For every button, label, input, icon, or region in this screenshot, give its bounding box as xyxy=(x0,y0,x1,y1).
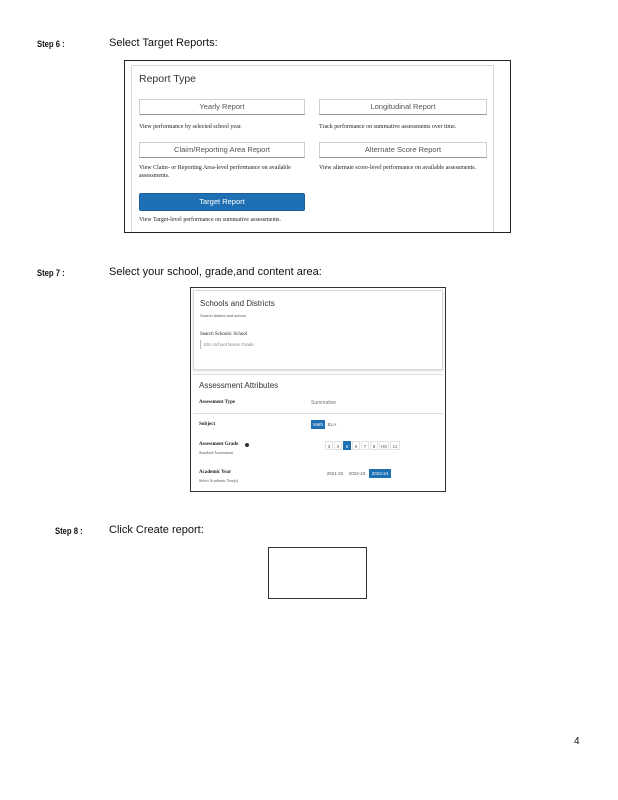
search-district-link[interactable]: Search district and school xyxy=(200,313,246,318)
assessment-grade-label: Assessment Grade xyxy=(199,442,239,447)
create-report-button-placeholder[interactable] xyxy=(268,547,367,599)
academic-year-sub: Select Academic Year(s) xyxy=(199,478,239,483)
grade-chip[interactable]: 4 xyxy=(334,441,342,450)
assessment-type-value[interactable]: Summative xyxy=(311,400,337,406)
school-search-input[interactable]: Elm School Name Grade xyxy=(200,340,262,349)
grade-chip[interactable]: 11 xyxy=(390,441,400,450)
school-grade-screenshot xyxy=(190,287,446,492)
alternate-score-report-button[interactable]: Alternate Score Report xyxy=(319,142,487,158)
grade-chip[interactable]: 6 xyxy=(352,441,360,450)
step-6-instruction: Select Target Reports: xyxy=(109,37,218,49)
subject-math-chip[interactable]: Math xyxy=(312,422,323,427)
longitudinal-report-description: Track performance on summative assessments over time. xyxy=(319,124,457,130)
schools-districts-title: Schools and Districts xyxy=(200,299,275,308)
step-6-label: Step 6 : xyxy=(37,39,65,49)
report-type-screenshot xyxy=(124,60,511,233)
academic-year-label: Academic Year xyxy=(199,470,232,475)
grade-chip[interactable]: HS xyxy=(379,441,389,450)
report-type-title: Report Type xyxy=(139,73,197,85)
year-chip[interactable]: 2022-23 xyxy=(348,471,366,476)
schools-districts-panel xyxy=(193,290,443,370)
grade-chip[interactable]: 3 xyxy=(325,441,333,450)
year-chip[interactable]: 2021-22 xyxy=(326,471,344,476)
step-8-label: Step 8 : xyxy=(55,526,83,536)
assessment-grade-sub: Standard Assessment xyxy=(199,450,233,455)
step-8-instruction: Click Create report: xyxy=(109,524,204,536)
target-report-button[interactable]: Target Report xyxy=(139,193,305,211)
grade-chip[interactable]: 8 xyxy=(370,441,378,450)
yearly-report-button[interactable]: Yearly Report xyxy=(139,99,305,115)
grade-chip-selected[interactable]: 5 xyxy=(343,441,351,450)
target-report-description: View Target-level performance on summative assessments. xyxy=(139,217,281,223)
subject-ela-chip[interactable]: ELA xyxy=(327,422,337,427)
assessment-type-label: Assessment Type xyxy=(199,400,236,405)
alternate-score-report-description: View alternate score-level performance on available assessments. xyxy=(319,165,477,171)
claim-report-description: View Claim- or Reporting Area-level performance on available assessments. xyxy=(139,165,291,179)
year-chip-selected[interactable]: 2023-24 xyxy=(369,469,391,478)
subject-label: Subject xyxy=(199,422,216,427)
step-7-instruction: Select your school, grade,and content area: xyxy=(109,266,322,278)
divider xyxy=(193,413,443,414)
longitudinal-report-button[interactable]: Longitudinal Report xyxy=(319,99,487,115)
search-schools-label: Search Schools: School xyxy=(200,332,248,337)
yearly-report-description: View performance by selected school year. xyxy=(139,124,242,130)
report-type-panel xyxy=(131,65,494,232)
assessment-attributes-panel xyxy=(193,374,443,489)
info-icon[interactable] xyxy=(245,443,249,447)
page-number: 4 xyxy=(574,736,580,747)
step-7-label: Step 7 : xyxy=(37,268,65,278)
claim-report-button[interactable]: Claim/Reporting Area Report xyxy=(139,142,305,158)
assessment-attributes-title: Assessment Attributes xyxy=(199,381,279,390)
grade-chip[interactable]: 7 xyxy=(361,441,369,450)
